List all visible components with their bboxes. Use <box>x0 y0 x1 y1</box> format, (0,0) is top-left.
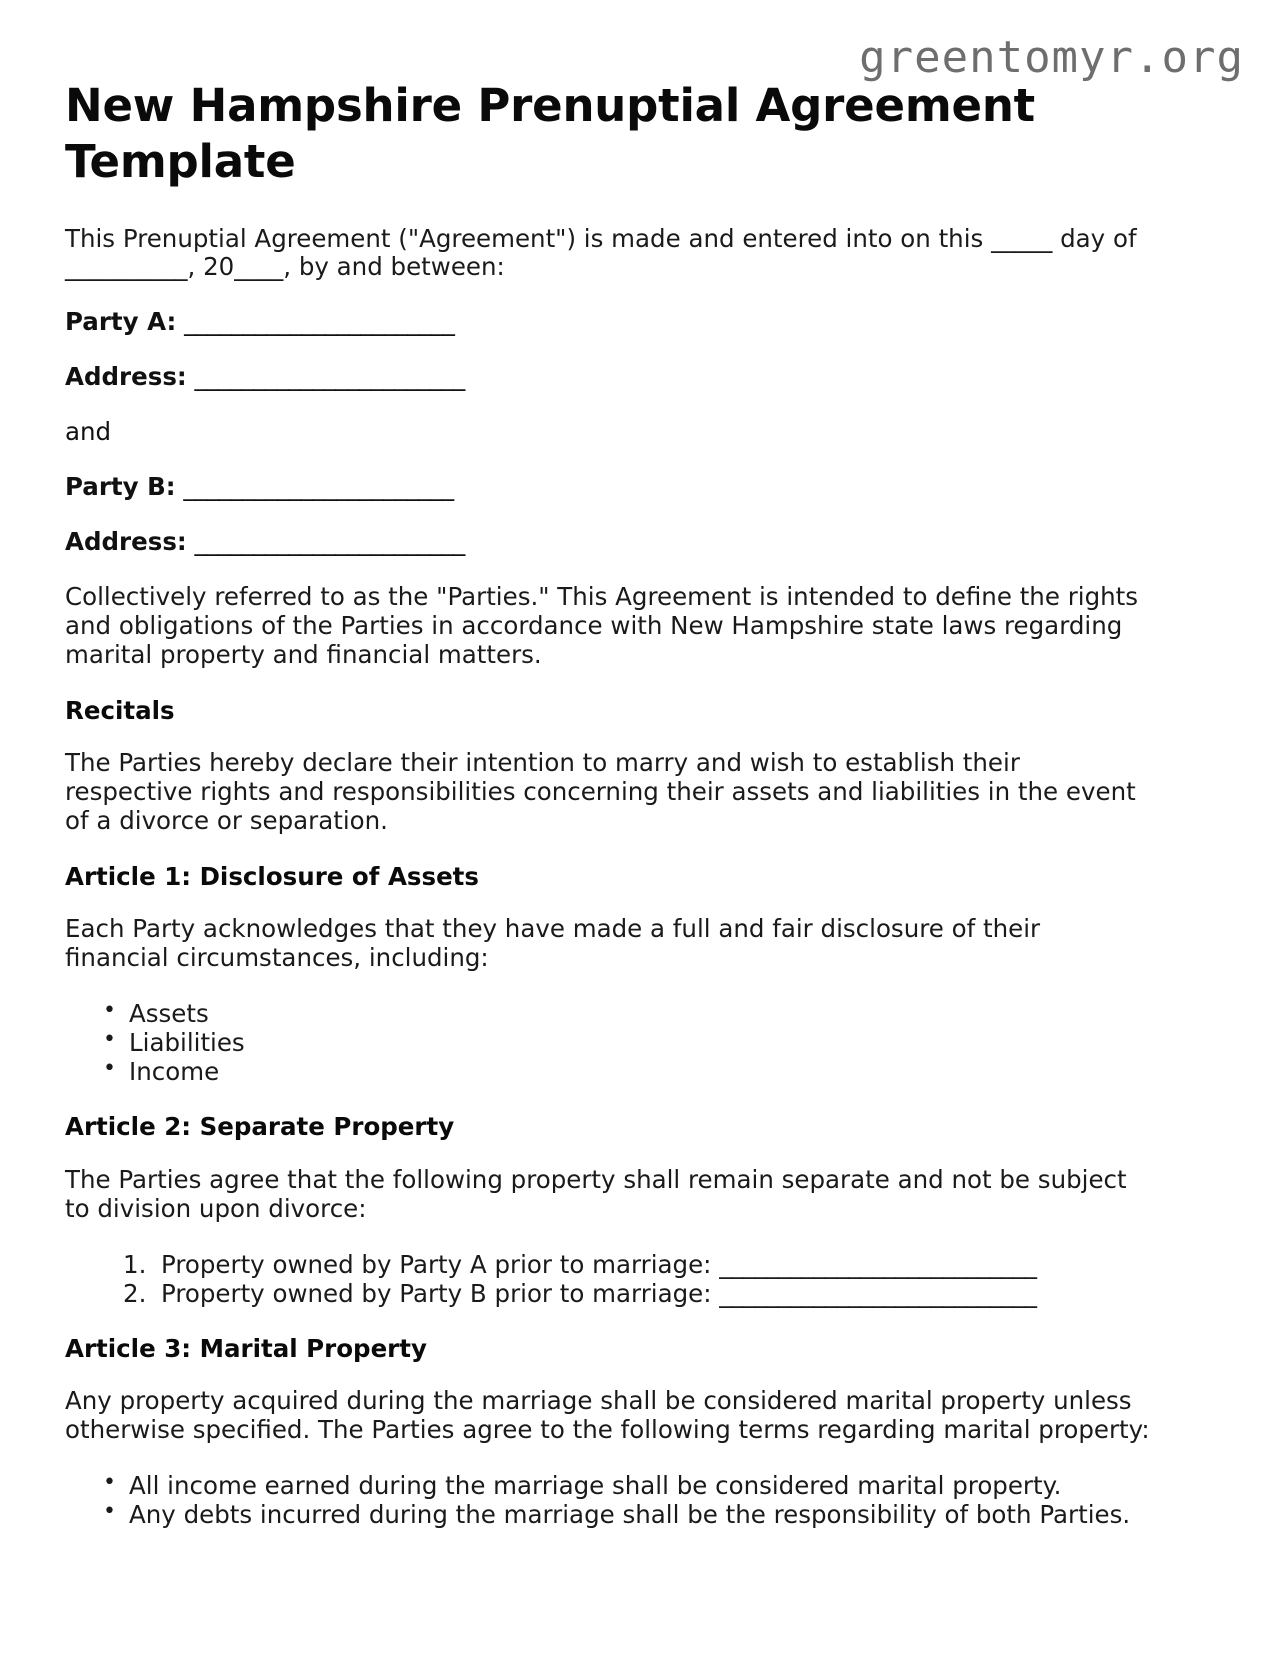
party-b-blank[interactable]: _______________________ <box>183 472 454 502</box>
list-item: • Any debts incurred during the marriage shall be the responsibility of both Parties. <box>129 1500 1155 1529</box>
section-heading-article-2: Article 2: Separate Property <box>65 1112 455 1142</box>
list-item-blank[interactable]: ___________________________ <box>719 1278 1037 1308</box>
section-paragraph-recitals: The Parties hereby declare their intention to marry and wish to establish their respective rights and responsibilities concerning their assets and liabilities in the event of a divorce or separation. <box>65 747 1136 835</box>
list-item-text: Property owned by Party B prior to marriage: <box>161 1278 712 1308</box>
list-item: • Assets <box>129 999 1155 1028</box>
section-heading-recitals: Recitals <box>65 695 175 725</box>
conjunction-and: and <box>65 417 112 447</box>
section-paragraph-article-1: Each Party acknowledges that they have made a full and fair disclosure of their financial circumstances, including: <box>65 914 1041 972</box>
party-a-address-blank[interactable]: _______________________ <box>194 362 465 392</box>
document-body <box>65 78 1155 1555</box>
collective-paragraph: Collectively referred to as the "Parties." This Agreement is intended to define the rights and obligations of the Parties in accordance with New Hampshire state laws regarding marital property and financial matters. <box>65 581 1139 669</box>
article-3-bullet-list <box>65 1471 1155 1529</box>
party-b-address-label: Address: <box>65 526 187 556</box>
party-a-address-label: Address: <box>65 362 187 392</box>
page-title: New Hampshire Prenuptial Agreement Template <box>65 79 1035 189</box>
party-a-label: Party A: <box>65 307 177 337</box>
list-item: • All income earned during the marriage shall be considered marital property. <box>129 1471 1155 1500</box>
section-heading-article-1: Article 1: Disclosure of Assets <box>65 861 479 891</box>
list-item-blank[interactable]: ___________________________ <box>719 1249 1037 1279</box>
article-2-numbered-list <box>65 1250 1155 1308</box>
list-item <box>161 1250 1155 1279</box>
list-item: • Liabilities <box>129 1028 1155 1057</box>
site-watermark: greentomyr.org <box>859 32 1244 83</box>
list-item-text: Property owned by Party A prior to marriage: <box>161 1249 712 1279</box>
list-item <box>161 1279 1155 1308</box>
party-b-label: Party B: <box>65 472 176 502</box>
intro-paragraph: This Prenuptial Agreement ("Agreement") is made and entered into on this _____ day of __________, 20____, by and between: <box>65 223 1137 282</box>
party-a-blank[interactable]: _______________________ <box>184 307 455 337</box>
list-item: • Income <box>129 1057 1155 1086</box>
section-heading-article-3: Article 3: Marital Property <box>65 1333 427 1363</box>
party-b-field <box>65 473 1155 502</box>
party-b-address-blank[interactable]: _______________________ <box>194 526 465 556</box>
party-b-address-field <box>65 528 1155 557</box>
section-paragraph-article-2: The Parties agree that the following property shall remain separate and not be subject to division upon divorce: <box>65 1164 1127 1223</box>
party-a-address-field <box>65 363 1155 392</box>
section-paragraph-article-3: Any property acquired during the marriage shall be considered marital property unless otherwise specified. The Parties agree to the following terms regarding marital property: <box>65 1386 1150 1445</box>
article-1-bullet-list <box>65 999 1155 1086</box>
party-a-field <box>65 308 1155 337</box>
